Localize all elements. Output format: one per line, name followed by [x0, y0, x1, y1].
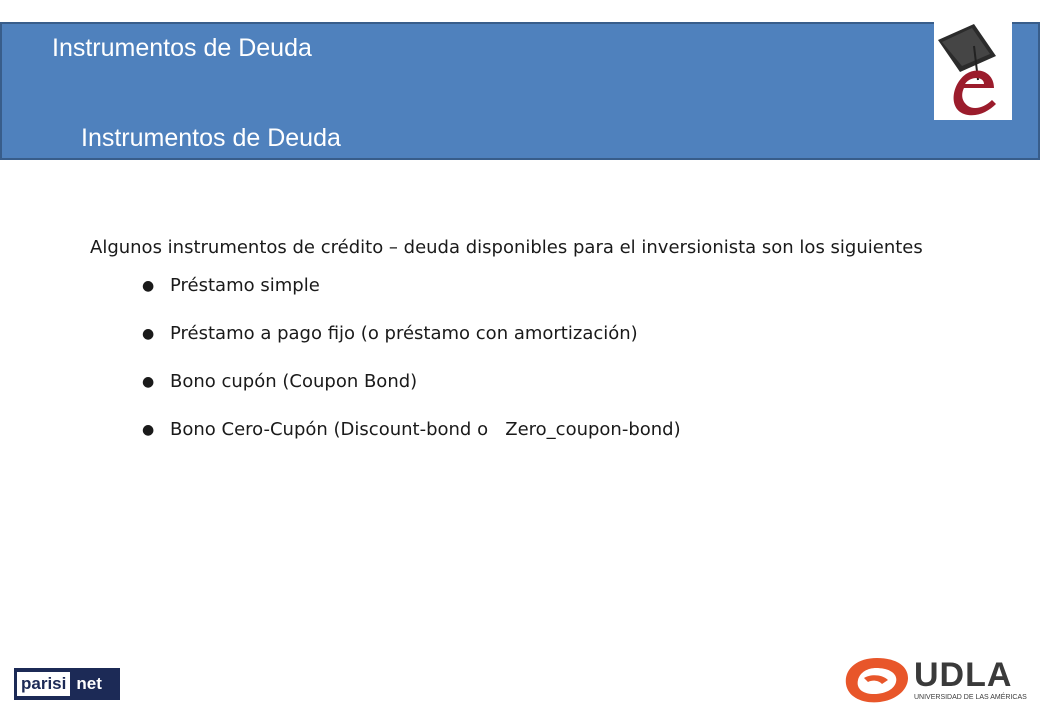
udla-tagline: UNIVERSIDAD DE LAS AMÉRICAS — [914, 694, 1027, 701]
bullet-icon: ● — [142, 278, 155, 294]
list-item — [142, 274, 990, 322]
udla-wordmark: UDLA — [914, 656, 1013, 694]
bullet-icon: ● — [142, 422, 155, 438]
parisinet-logo-part2: net — [76, 674, 102, 693]
bullet-icon: ● — [142, 326, 155, 342]
list-item-label: Préstamo simple — [170, 275, 320, 296]
bullet-icon: ● — [142, 374, 155, 390]
slide-body — [90, 232, 990, 466]
list-item — [142, 370, 990, 418]
list-item-label: Préstamo a pago fijo (o préstamo con amortización) — [170, 323, 638, 344]
instrument-list — [142, 274, 990, 466]
list-item-label: Bono Cero-Cupón (Discount-bond o Zero_coupon-bond) — [170, 419, 681, 440]
parisinet-logo-part1: parisi — [17, 672, 70, 696]
graduation-cap-e-logo-icon — [934, 16, 1012, 120]
udla-swirl-icon — [842, 654, 912, 706]
list-item-label: Bono cupón (Coupon Bond) — [170, 371, 418, 392]
list-item — [142, 322, 990, 370]
slide-header — [0, 22, 1040, 160]
slide-title: Instrumentos de Deuda — [52, 34, 312, 62]
intro-text: Algunos instrumentos de crédito – deuda disponibles para el inversionista son los siguientes — [90, 237, 923, 258]
udla-logo — [842, 654, 1027, 706]
list-item — [142, 418, 990, 466]
slide-subtitle: Instrumentos de Deuda — [81, 124, 341, 152]
parisinet-logo — [14, 668, 120, 700]
